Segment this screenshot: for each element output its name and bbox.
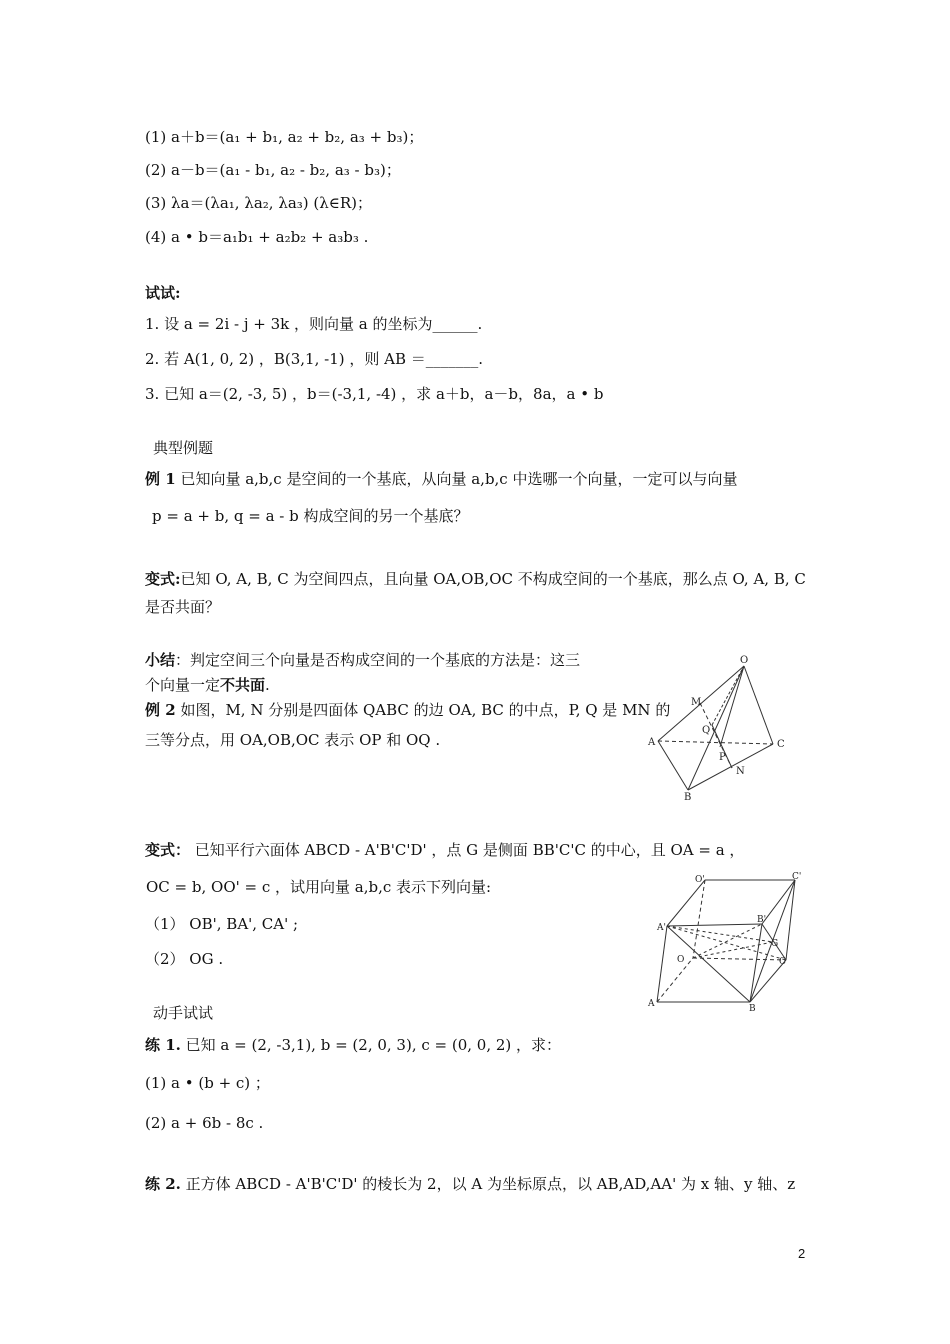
- practice-1-text: 已知 a = (2, -3,1), b = (2, 0, 3), c = (0, 0, 2) ，求：: [180, 1036, 562, 1054]
- fig1-label-m: M: [691, 697, 702, 708]
- fig1-label-p: P: [719, 752, 726, 763]
- variant-2-text: 已知平行六面体 ABCD - A'B'C'D' ，点 G 是侧面 BB'C'C 的中心，且 OA = a ，: [190, 841, 745, 859]
- try-question-1: 1. 设 a = 2i - j + 3k ，则向量 a 的坐标为______.: [145, 315, 483, 333]
- summary-text-2a: 个向量一定: [145, 676, 221, 694]
- fig1-label-c: C: [777, 739, 785, 750]
- formula-add: (1) a＋b＝(a₁ + b₁, a₂ + b₂, a₃ + b₃)；: [145, 128, 424, 146]
- example-2-line-1: [145, 700, 670, 720]
- fig2-label-g: G: [771, 939, 779, 949]
- example-1-label: 例 1: [145, 470, 176, 488]
- summary-label: 小结: [145, 651, 176, 669]
- practice-2-line: [145, 1174, 795, 1194]
- fig2-label-b: B: [749, 1004, 756, 1014]
- fig1-label-q: Q: [702, 725, 711, 736]
- try-heading: 试试:: [145, 284, 181, 302]
- variant-2-label: 变式：: [145, 841, 191, 859]
- example-2-label: 例 2: [145, 701, 176, 719]
- fig2-label-a: A: [648, 999, 655, 1009]
- try-question-3: 3. 已知 a＝(2, -3, 5) ，b＝(-3,1, -4) ，求 a＋b，a－b，8a，a • b: [145, 385, 604, 403]
- examples-heading: 典型例题: [153, 439, 214, 457]
- variant-2-item-1: （1） OB', BA', CA' ;: [145, 915, 299, 933]
- fig1-label-n: N: [736, 766, 745, 777]
- example-1-text: 已知向量 a,b,c 是空间的一个基底，从向量 a,b,c 中选哪一个向量，一定可以与向量: [175, 470, 738, 488]
- example-1-line-1: [145, 469, 737, 489]
- summary-bold: 不共面: [220, 676, 266, 694]
- fig1-label-o: O: [740, 655, 749, 666]
- fig2-label-b1: B': [757, 915, 767, 925]
- fig1-label-b: B: [684, 792, 692, 800]
- fig2-label-c: C: [779, 957, 786, 967]
- fig2-label-c1: C': [792, 872, 802, 882]
- parallelepiped-figure: [645, 870, 810, 1015]
- fig1-label-a: A: [648, 737, 656, 748]
- fig2-label-a1: A': [657, 923, 666, 933]
- page-number: 2: [798, 1246, 806, 1261]
- summary-line-2: [145, 675, 270, 695]
- fig2-label-o1: O': [695, 875, 705, 885]
- example-1-line-2: p = a + b, q = a - b 构成空间的另一个基底？: [152, 507, 469, 525]
- practice-1-label: 练 1.: [145, 1036, 181, 1054]
- summary-text: ：判定空间三个向量是否构成空间的一个基底的方法是：这三: [175, 651, 581, 669]
- example-2-line-2: 三等分点，用 OA,OB,OC 表示 OP 和 OQ .: [145, 731, 441, 749]
- practice-2-label: 练 2.: [145, 1175, 181, 1193]
- variant-2-item-2: （2） OG .: [145, 950, 224, 968]
- practice-2-text: 正方体 ABCD - A'B'C'D' 的棱长为 2，以 A 为坐标原点，以 AB,AD,AA' 为 x 轴、y 轴、z: [180, 1175, 796, 1193]
- summary-line-1: [145, 650, 580, 670]
- variant-1-line-2: 是否共面？: [145, 598, 221, 616]
- variant-2-line-1: [145, 840, 744, 860]
- practice-1-item-1: (1) a • (b + c) ；: [145, 1074, 270, 1092]
- practice-1-item-2: (2) a + 6b - 8c .: [145, 1114, 264, 1132]
- formula-scalar: (3) λa＝(λa₁, λa₂, λa₃) (λ∈R)；: [145, 194, 373, 212]
- variant-1-line-1: [145, 569, 806, 589]
- summary-text-2b: .: [265, 676, 270, 694]
- practice-heading: 动手试试: [153, 1004, 214, 1022]
- try-question-2: 2. 若 A(1, 0, 2) ，B(3,1, -1) ，则 AB ＝_______.: [145, 350, 484, 368]
- variant-1-label: 变式:: [145, 570, 181, 588]
- variant-2-line-2: OC = b, OO' = c ，试用向量 a,b,c 表示下列向量:: [146, 878, 492, 896]
- variant-1-text: 已知 O, A, B, C 为空间四点，且向量 OA,OB,OC 不构成空间的一个基底，那么点 O, A, B, C: [180, 570, 806, 588]
- practice-1-line: [145, 1035, 561, 1055]
- tetrahedron-figure: [640, 650, 800, 800]
- formula-dot: (4) a • b＝a₁b₁ + a₂b₂ + a₃b₃ .: [145, 228, 369, 246]
- formula-subtract: (2) a－b＝(a₁ - b₁, a₂ - b₂, a₃ - b₃)；: [145, 161, 401, 179]
- example-2-text: 如图，M, N 分别是四面体 QABC 的边 OA, BC 的中点，P, Q 是 MN 的: [175, 701, 671, 719]
- fig2-label-o: O: [677, 955, 685, 965]
